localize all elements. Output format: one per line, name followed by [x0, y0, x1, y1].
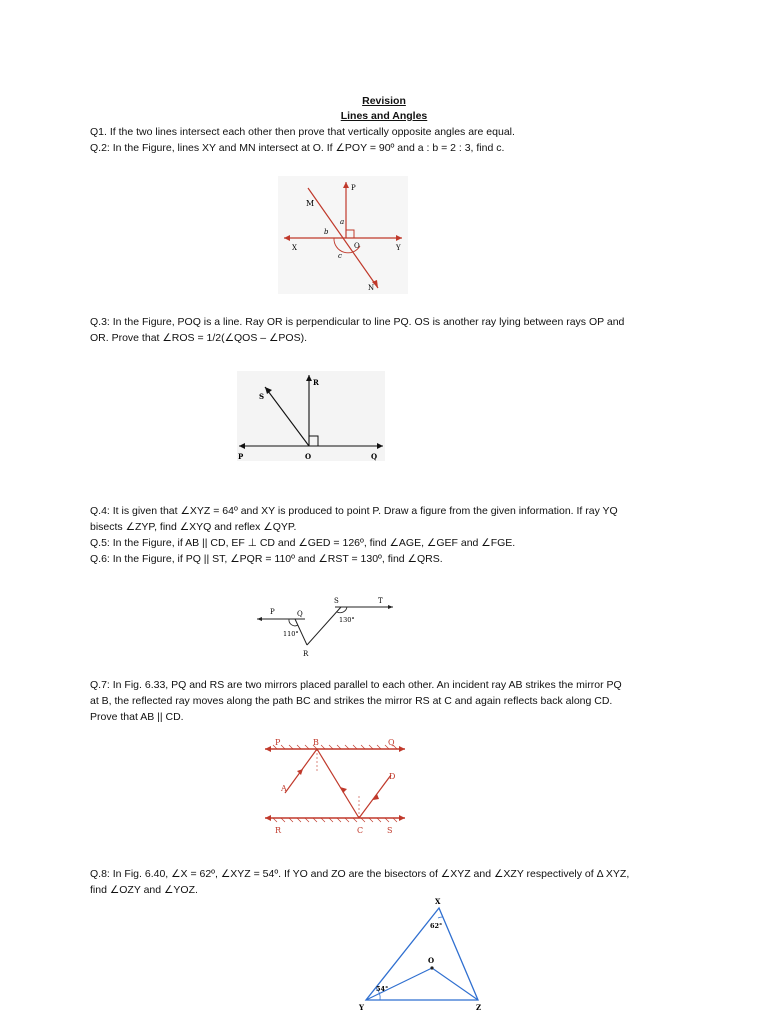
figure-triangle-xyz: [352, 894, 492, 1012]
fig1-label-m: M: [306, 199, 315, 208]
fig3-label-q: Q: [297, 610, 303, 618]
figure-parallel-mirrors: [263, 737, 407, 837]
fig1-label-c: c: [338, 252, 342, 260]
fig2-label-s: S: [259, 392, 265, 401]
fig4-label-q: Q: [388, 738, 395, 747]
figure-pq-st-parallel: [255, 592, 401, 660]
fig5-label-o: O: [428, 956, 435, 965]
question-8-line-2: find ∠OZY and ∠YOZ.: [90, 884, 198, 896]
fig4-label-d: D: [389, 772, 396, 781]
fig5-angle-y: 54°: [376, 985, 389, 993]
fig1-label-x: X: [292, 244, 297, 252]
question-6: Q.6: In the Figure, if PQ || ST, ∠PQR = 110º and ∠RST = 130º, find ∠QRS.: [90, 553, 443, 565]
fig5-label-z: Z: [476, 1003, 482, 1012]
fig2-label-p: P: [238, 452, 244, 461]
fig3-label-t: T: [378, 597, 383, 605]
fig1-label-o: O: [354, 242, 360, 250]
figure-intersecting-lines: [278, 176, 408, 294]
question-8-line-1: Q.8: In Fig. 6.40, ∠X = 62º, ∠XYZ = 54º. If YO and ZO are the bisectors of ∠XYZ and ∠XZY respectively of Δ XYZ,: [90, 868, 630, 880]
fig4-label-r: R: [275, 826, 282, 835]
fig2-label-q: Q: [371, 452, 378, 461]
figure-poq-line: [237, 371, 385, 461]
fig1-label-n: N: [368, 284, 375, 292]
fig5-label-x: X: [435, 897, 441, 906]
question-7-line-2: at B, the reflected ray moves along the path BC and strikes the mirror RS at C and again reflects back along CD.: [90, 695, 613, 707]
question-4-line-1: Q.4: It is given that ∠XYZ = 64º and XY is produced to point P. Draw a figure from the given information. If ray YQ: [90, 505, 618, 517]
fig3-label-p: P: [270, 608, 275, 616]
page-title: Revision: [362, 95, 406, 107]
question-7-line-3: Prove that AB || CD.: [90, 711, 184, 723]
question-1: Q1. If the two lines intersect each other then prove that vertically opposite angles are equal.: [90, 126, 515, 138]
fig2-label-o: O: [305, 452, 312, 461]
fig3-angle-s: 130°: [339, 616, 355, 624]
question-4-line-2: bisects ∠ZYP, find ∠XYQ and reflex ∠QYP.: [90, 521, 297, 533]
fig3-label-r: R: [303, 650, 309, 658]
fig4-label-b: B: [313, 738, 319, 747]
fig1-label-y: Y: [396, 244, 401, 252]
fig3-label-s: S: [334, 597, 339, 605]
question-3-line-2: OR. Prove that ∠ROS = 1/2(∠QOS – ∠POS).: [90, 332, 308, 344]
fig2-label-r: R: [313, 378, 319, 387]
question-5: Q.5: In the Figure, if AB || CD, EF ⊥ CD and ∠GED = 126º, find ∠AGE, ∠GEF and ∠FGE.: [90, 537, 516, 549]
fig5-label-y: Y: [359, 1003, 364, 1012]
fig4-label-p: P: [275, 738, 281, 747]
fig1-label-b: b: [324, 228, 329, 236]
fig1-label-a: a: [340, 218, 345, 226]
fig1-label-p: P: [351, 184, 356, 192]
question-2: Q.2: In the Figure, lines XY and MN intersect at O. If ∠POY = 90º and a : b = 2 : 3, find c.: [90, 142, 505, 154]
fig4-label-a: A: [281, 784, 287, 793]
page-subtitle: Lines and Angles: [340, 110, 428, 122]
question-7-line-1: Q.7: In Fig. 6.33, PQ and RS are two mirrors placed parallel to each other. An incident ray AB strikes the mirror PQ: [90, 679, 622, 691]
fig4-label-s: S: [387, 826, 393, 835]
fig4-label-c: C: [357, 826, 364, 835]
question-3-line-1: Q.3: In the Figure, POQ is a line. Ray OR is perpendicular to line PQ. OS is another ray lying between rays OP and: [90, 316, 625, 328]
fig5-angle-x: 62°: [430, 922, 443, 930]
fig3-angle-q: 110°: [283, 630, 299, 638]
